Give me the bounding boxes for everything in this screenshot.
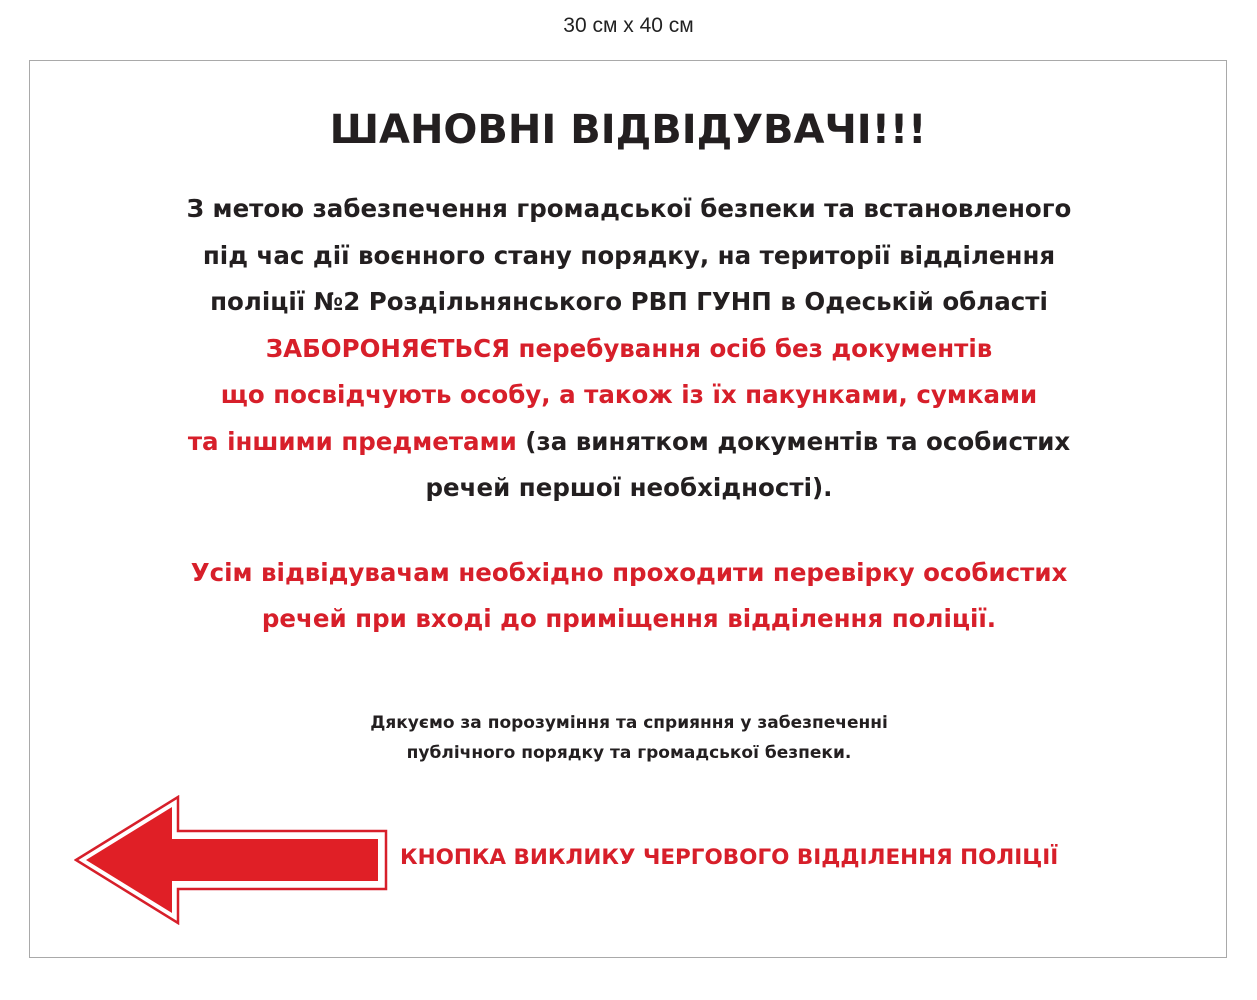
prohibition-line (70, 419, 1188, 466)
notice-line: Усім відвідувачам необхідно проходити перевірку особистих (190, 558, 1068, 587)
call-button-label: КНОПКА ВИКЛИКУ ЧЕРГОВОГО ВІДДІЛЕННЯ ПОЛІЦІЇ (400, 845, 1059, 870)
page-title: ШАНОВНІ ВІДВІДУВАЧІ!!! (329, 107, 927, 153)
prohibition-line: що посвідчують особу, а також із їх пакунками, сумками (220, 380, 1038, 409)
thanks-line: публічного порядку та громадської безпеки. (406, 743, 852, 763)
prohibition-red-part: та іншими предметами (187, 426, 517, 456)
intro-line: поліції №2 Роздільнянського РВП ГУНП в Одеській області (210, 287, 1048, 316)
inspection-notice (70, 550, 1188, 642)
prohibition-line: ЗАБОРОНЯЄТЬСЯ перебування осіб без документів (265, 333, 993, 363)
intro-line: під час дії воєнного стану порядку, на території відділення (202, 240, 1056, 270)
intro-paragraph (70, 186, 1188, 512)
arrow-left-icon (74, 795, 390, 925)
thanks-note (70, 708, 1188, 768)
intro-line: З метою забезпечення громадської безпеки та встановленого (186, 194, 1072, 223)
size-label: 30 см х 40 см (563, 14, 694, 37)
prohibition-line: речей першої необхідності). (425, 473, 833, 502)
thanks-line: Дякуємо за порозуміння та сприяння у забезпеченні (370, 713, 888, 733)
notice-sign (29, 60, 1227, 958)
prohibition-dark-part: (за винятком документів та особистих (516, 426, 1071, 456)
notice-line: речей при вході до приміщення відділення поліції. (261, 604, 997, 633)
